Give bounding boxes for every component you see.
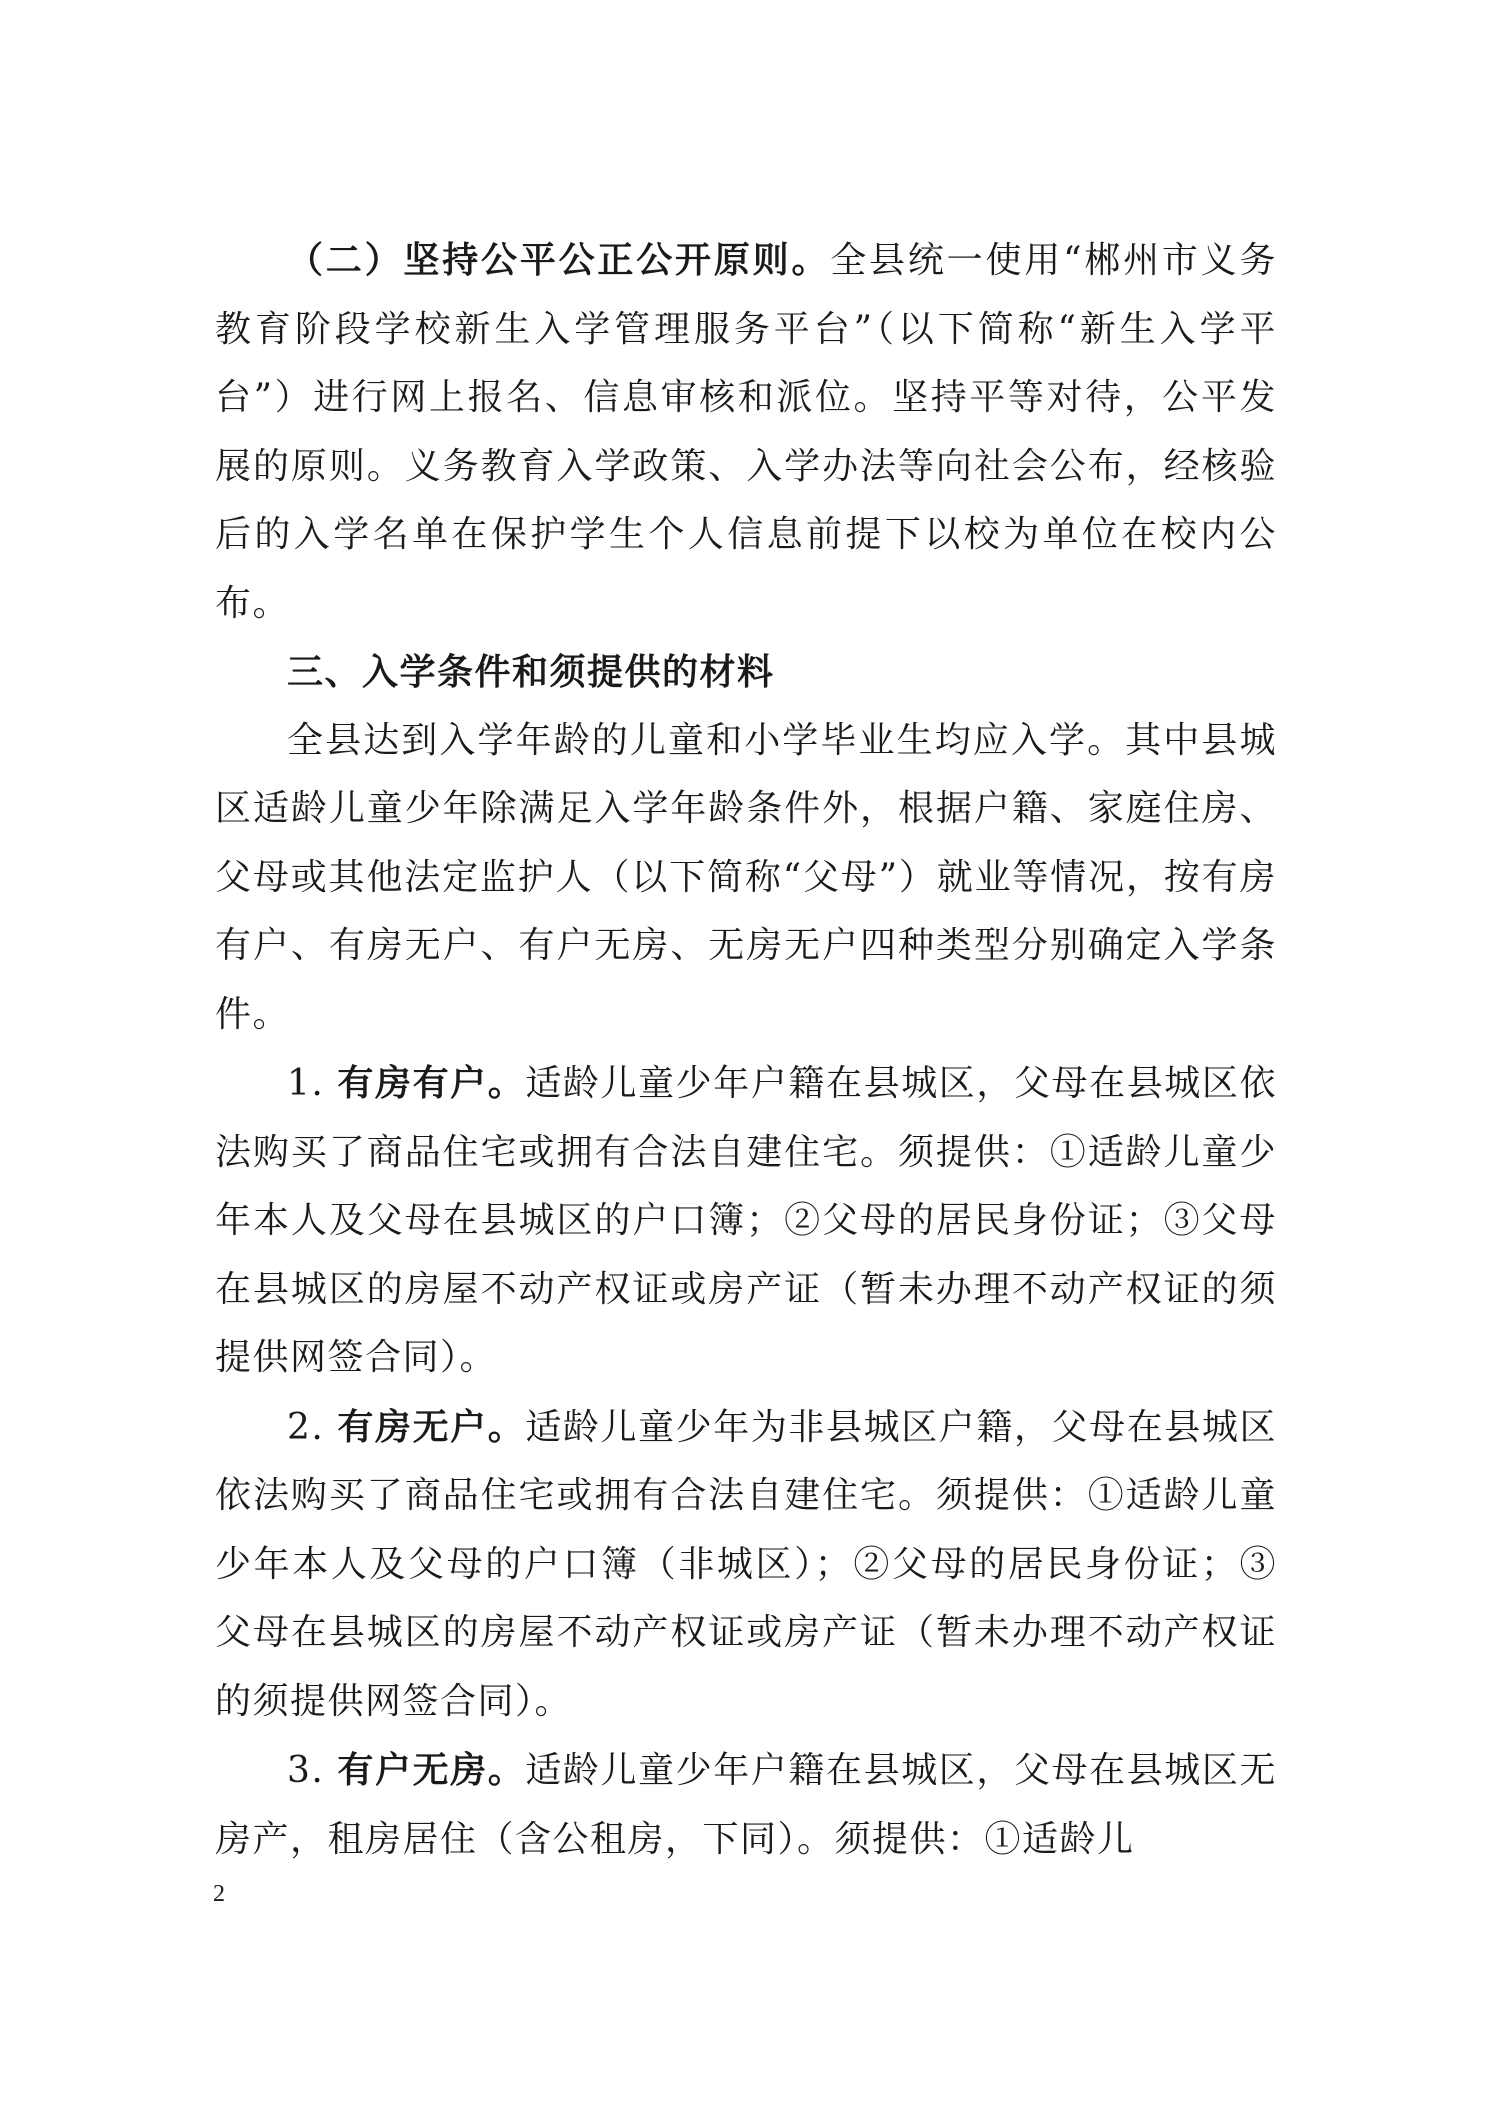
paragraph-lead: 有户无房。 [337,1749,526,1791]
paragraph-text: 全县统一使用“郴州市义务教育阶段学校新生入学管理服务平台”（以下简称“新生入学平台”）进行网上报名、信息审核和派位。坚持平等对待，公平发展的原则。义务教育入学政策、入学办法等向社会公布，经核验后的入学名单在保护学生个人信息前提下以校为单位在校内公布。 [215,240,1277,624]
paragraph-lead: （二）坚持公平公正公开原则。 [287,239,831,281]
paragraph-lead: 有房有户。 [337,1062,526,1104]
paragraph-hukou-no-house [215,1736,1277,1874]
item-number: 2. [287,1406,338,1448]
item-number: 1. [287,1063,338,1104]
page-number: 2 [213,1881,225,1907]
paragraph-text: 适龄儿童少年户籍在县城区，父母在县城区依法购买了商品住宅或拥有合法自建住宅。须提供：①适龄儿童少年本人及父母在县城区的户口簿；②父母的居民身份证；③父母在县城区的房屋不动产权证或房产证（暂未办理不动产权证的须提供网签合同）。 [215,1063,1277,1378]
paragraph-house-no-hukou [215,1393,1277,1737]
section-heading: 三、入学条件和须提供的材料 [287,651,775,693]
paragraph-text: 适龄儿童少年为非县城区户籍，父母在县城区依法购买了商品住宅或拥有合法自建住宅。须提供：①适龄儿童少年本人及父母的户口簿（非城区）；②父母的居民身份证；③父母在县城区的房屋不动产权证或房产证（暂未办理不动产权证的须提供网签合同）。 [215,1406,1277,1722]
document-body [215,226,1277,1874]
paragraph-lead: 有房无户。 [337,1405,526,1448]
item-number: 3. [287,1750,338,1791]
paragraph-enrollment-overview: 全县达到入学年龄的儿童和小学毕业生均应入学。其中县城区适龄儿童少年除满足入学年龄条件外，根据户籍、家庭住房、父母或其他法定监护人（以下简称“父母”）就业等情况，按有房有户、有房无户、有户无房、无房无户四种类型分别确定入学条件。 [215,719,1277,1035]
paragraph-house-and-hukou [215,1049,1277,1393]
paragraph-principle-fairness [215,226,1277,638]
paragraph-text: 适龄儿童少年户籍在县城区，父母在县城区无房产，租房居住（含公租房，下同）。须提供：①适龄儿 [215,1750,1277,1860]
